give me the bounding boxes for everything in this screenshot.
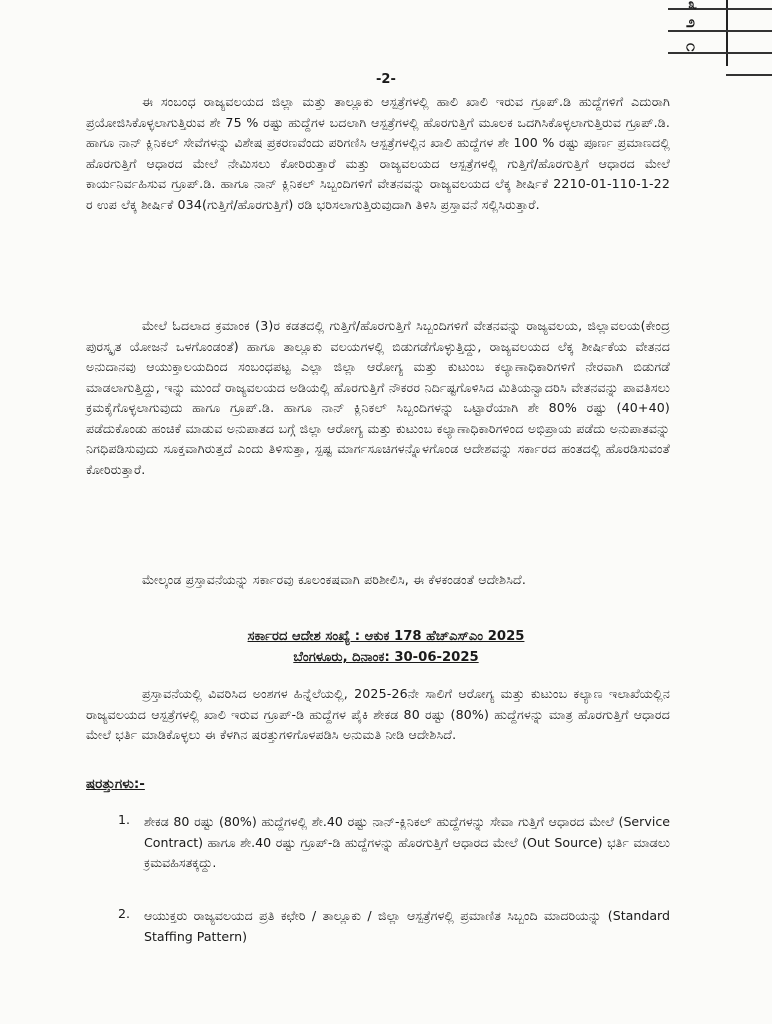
paragraph-1: ಈ ಸಂಬಂಧ ರಾಜ್ಯವಲಯದ ಜಿಲ್ಲಾ ಮತ್ತು ತಾಲ್ಲೂಕು ಆಸ್ಪತ್ರೆಗಳಲ್ಲಿ ಹಾಲಿ ಖಾಲಿ ಇರುವ ಗ್ರೂಪ್.ಡಿ ಹುದ್ದೆಗಳಿಗೆ ಎದುರಾಗಿ ಪ್ರಯೋಜಿಸಿಕೊಳ್ಳಲಾಗುತ್ತಿರುವ ಶೇ 75 % ರಷ್ಟು ಹುದ್ದೆಗಳ ಬದಲಾಗಿ ಆಸ್ಪತ್ರೆಗಳಲ್ಲಿ ಹೊರಗುತ್ತಿಗೆ ಮೂಲಕ ಒದಗಿಸಿಕೊಳ್ಳಲಾಗುತ್ತಿರುವ ಗ್ರೂಪ್.ಡಿ. ಹಾಗೂ ನಾನ್ ಕ್ಲಿನಿಕಲ್ ಸೇವೆಗಳನ್ನು ವಿಶೇಷ ಪ್ರಕರಣವೆಂದು ಪರಿಗಣಿಸಿ ಆಸ್ಪತ್ರೆಗಳಲ್ಲಿನ ಖಾಲಿ ಹುದ್ದೆಗಳ ಶೇ 100 % ರಷ್ಟು ಪೂರ್ಣ ಪ್ರಮಾಣದಲ್ಲಿ ಹೊರಗುತ್ತಿಗೆ ಆಧಾರದ ಮೇಲೆ ನೇಮಿಸಲು ಕೋರಿರುತ್ತಾರೆ ಮತ್ತು ರಾಜ್ಯವಲಯದ ಆಸ್ಪತ್ರೆಗಳಲ್ಲಿ ಗುತ್ತಿಗೆ/ಹೊರಗುತ್ತಿಗೆ ಆಧಾರದ ಮೇಲೆ ಕಾರ್ಯನಿರ್ವಹಿಸುವ ಗ್ರೂಪ್.ಡಿ. ಹಾಗೂ ನಾನ್ ಕ್ಲಿನಿಕಲ್ ಸಿಬ್ಬಂದಿಗಳಿಗೆ ವೇತನವನ್ನು ರಾಜ್ಯವಲಯದ ಲೆಕ್ಕ ಶೀರ್ಷಿಕೆ 2210-01-110-1-22 ರ ಉಪ ಲೆಕ್ಕ ಶೀರ್ಷಿಕೆ 034(ಗುತ್ತಿಗೆ/ಹೊರಗುತ್ತಿಗೆ) ರಡಿ ಭರಿಸಲಾಗುತ್ತಿರುವುದಾಗಿ ತಿಳಿಸಿ ಪ್ರಸ್ತಾವನೆ ಸಲ್ಲಿಸಿರುತ್ತಾರೆ. bbox=[86, 94, 670, 212]
corner-table-rule bbox=[668, 52, 772, 54]
corner-table-border bbox=[666, 0, 728, 66]
order-date-heading: ಬೆಂಗಳೂರು, ದಿನಾಂಕ: 30-06-2025 bbox=[293, 650, 479, 665]
conditions-title: ಷರತ್ತುಗಳು:- bbox=[86, 776, 145, 792]
corner-number: ೨ bbox=[686, 12, 695, 31]
order-paragraph: ಪ್ರಸ್ತಾವನೆಯಲ್ಲಿ ವಿವರಿಸಿದ ಅಂಶಗಳ ಹಿನ್ನೆಲೆಯಲ್ಲಿ, 2025-26ನೇ ಸಾಲಿಗೆ ಆರೋಗ್ಯ ಮತ್ತು ಕುಟುಂಬ ಕಲ್ಯಾಣ ಇಲಾಖೆಯಲ್ಲಿನ ರಾಜ್ಯವಲಯದ ಆಸ್ಪತ್ರೆಗಳಲ್ಲಿ ಖಾಲಿ ಇರುವ ಗ್ರೂಪ್-ಡಿ ಹುದ್ದೆಗಳ ಪೈಕಿ ಶೇಕಡ 80 ರಷ್ಟು (80%) ಹುದ್ದೆಗಳನ್ನು ಮಾತ್ರ ಹೊರಗುತ್ತಿಗೆ ಆಧಾರದ ಮೇಲೆ ಭರ್ತಿ ಮಾಡಿಕೊಳ್ಳಲು ಈ ಕೆಳಗಿನ ಷರತ್ತುಗಳಿಗೊಳಪಡಿಸಿ ಅನುಮತಿ ನೀಡಿ ಆದೇಶಿಸಿದೆ. bbox=[86, 686, 670, 742]
corner-table-rule bbox=[668, 30, 772, 32]
order-number-heading: ಸರ್ಕಾರದ ಆದೇಶ ಸಂಖ್ಯೆ : ಆಕುಕ 178 ಹೆಚ್‌ಎಸ್‌ಎಂ 2025 bbox=[247, 629, 525, 644]
condition-number: 2. bbox=[118, 906, 131, 921]
paragraph-3: ಮೇಲ್ಕಂಡ ಪ್ರಸ್ತಾವನೆಯನ್ನು ಸರ್ಕಾರವು ಕೂಲಂಕಷವಾಗಿ ಪರಿಶೀಲಿಸಿ, ಈ ಕೆಳಕಂಡಂತೆ ಆದೇಶಿಸಿದೆ. bbox=[142, 572, 526, 587]
condition-text: ಶೇಕಡ 80 ರಷ್ಟು (80%) ಹುದ್ದೆಗಳಲ್ಲಿ ಶೇ.40 ರಷ್ಟು ನಾನ್-ಕ್ಲಿನಿಕಲ್ ಹುದ್ದೆಗಳನ್ನು ಸೇವಾ ಗುತ್ತಿಗೆ ಆಧಾರದ ಮೇಲೆ (Service Contract) ಹಾಗೂ ಶೇ.40 ರಷ್ಟು ಗ್ರೂಪ್-ಡಿ ಹುದ್ದೆಗಳನ್ನು ಹೊರಗುತ್ತಿಗೆ ಆಧಾರದ ಮೇಲೆ (Out Source) ಭರ್ತಿ ಮಾಡಲು ಕ್ರಮವಹಿಸತಕ್ಕದ್ದು. bbox=[144, 814, 670, 870]
condition-number: 1. bbox=[118, 812, 131, 827]
corner-table-rule bbox=[726, 74, 772, 76]
corner-table-rule bbox=[668, 8, 772, 10]
corner-table bbox=[0, 0, 772, 80]
page-number: -2- bbox=[376, 72, 396, 87]
paragraph-2: ಮೇಲೆ ಓದಲಾದ ಕ್ರಮಾಂಕ (3)ರ ಕಡತದಲ್ಲಿ ಗುತ್ತಿಗೆ/ಹೊರಗುತ್ತಿಗೆ ಸಿಬ್ಬಂದಿಗಳಿಗೆ ವೇತನವನ್ನು ರಾಜ್ಯವಲಯ, ಜಿಲ್ಲಾವಲಯ(ಕೇಂದ್ರ ಪುರಸ್ಕೃತ ಯೋಜನೆ ಒಳಗೊಂಡಂತೆ) ಹಾಗೂ ತಾಲ್ಲೂಕು ವಲಯಗಳಲ್ಲಿ ಬಿಡುಗಡೆಗೊಳ್ಳುತ್ತಿದ್ದು, ರಾಜ್ಯವಲಯದ ಲೆಕ್ಕ ಶೀರ್ಷಿಕೆಯ ವೇತನದ ಅನುದಾನವು ಆಯುಕ್ತಾಲಯದಿಂದ ಸಂಬಂಧಪಟ್ಟ ಎಲ್ಲಾ ಜಿಲ್ಲಾ ಆರೋಗ್ಯ ಮತ್ತು ಕುಟುಂಬ ಕಲ್ಯಾಣಾಧಿಕಾರಿಗಳಿಗೆ ನೇರವಾಗಿ ಬಿಡುಗಡೆ ಮಾಡಲಾಗುತ್ತಿದ್ದು, ಇನ್ನು ಮುಂದೆ ರಾಜ್ಯವಲಯದ ಅಡಿಯಲ್ಲಿ ಹೊರಗುತ್ತಿಗೆ ನೌಕರರ ನಿರ್ದಿಷ್ಟಗೊಳಿಸಿದ ಮಿತಿಯನ್ವಾದರಿಸಿ ವೇತನವನ್ನು ಪಾವತಿಸಲು ಕ್ರಮಕೈಗೊಳ್ಳಲಾಗುವುದು ಹಾಗೂ ಗ್ರೂಪ್.ಡಿ. ಹಾಗೂ ನಾನ್ ಕ್ಲಿನಿಕಲ್ ಸಿಬ್ಬಂದಿಗಳನ್ನು ಒಟ್ಟಾರೆಯಾಗಿ ಶೇ 80% ರಷ್ಟು (40+40) ಪಡೆದುಕೊಂಡು ಹಂಚಿಕೆ ಮಾಡುವ ಅನುಪಾತದ ಬಗ್ಗೆ ಜಿಲ್ಲಾ ಆರೋಗ್ಯ ಮತ್ತು ಕುಟುಂಬ ಕಲ್ಯಾಣಾಧಿಕಾರಿಗಳಿಂದ ಅಭಿಪ್ರಾಯ ಪಡೆದು ಅನುಪಾತವನ್ನು ನಿಗಧಿಪಡಿಸುವುದು ಸೂಕ್ತವಾಗಿರುತ್ತದೆ ಎಂದು ತಿಳಿಸುತ್ತಾ, ಸ್ಪಷ್ಟ ಮಾರ್ಗಸೂಚಿಗಳನ್ನೊಳಗೊಂಡ ಆದೇಶವನ್ನು ಸರ್ಕಾರದ ಹಂತದಲ್ಲಿ ಹೊರಡಿಸುವಂತೆ ಕೋರಿರುತ್ತಾರೆ. bbox=[86, 318, 670, 477]
corner-number: ೧ bbox=[686, 36, 695, 55]
corner-number: ೩ bbox=[688, 0, 697, 13]
condition-text: ಆಯುಕ್ತರು ರಾಜ್ಯವಲಯದ ಪ್ರತಿ ಕಛೇರಿ / ತಾಲ್ಲೂಕು / ಜಿಲ್ಲಾ ಆಸ್ಪತ್ರೆಗಳಲ್ಲಿ ಪ್ರಮಾಣಿತ ಸಿಬ್ಬಂದಿ ಮಾದರಿಯನ್ನು (Standard Staffing Pattern) bbox=[144, 908, 670, 944]
